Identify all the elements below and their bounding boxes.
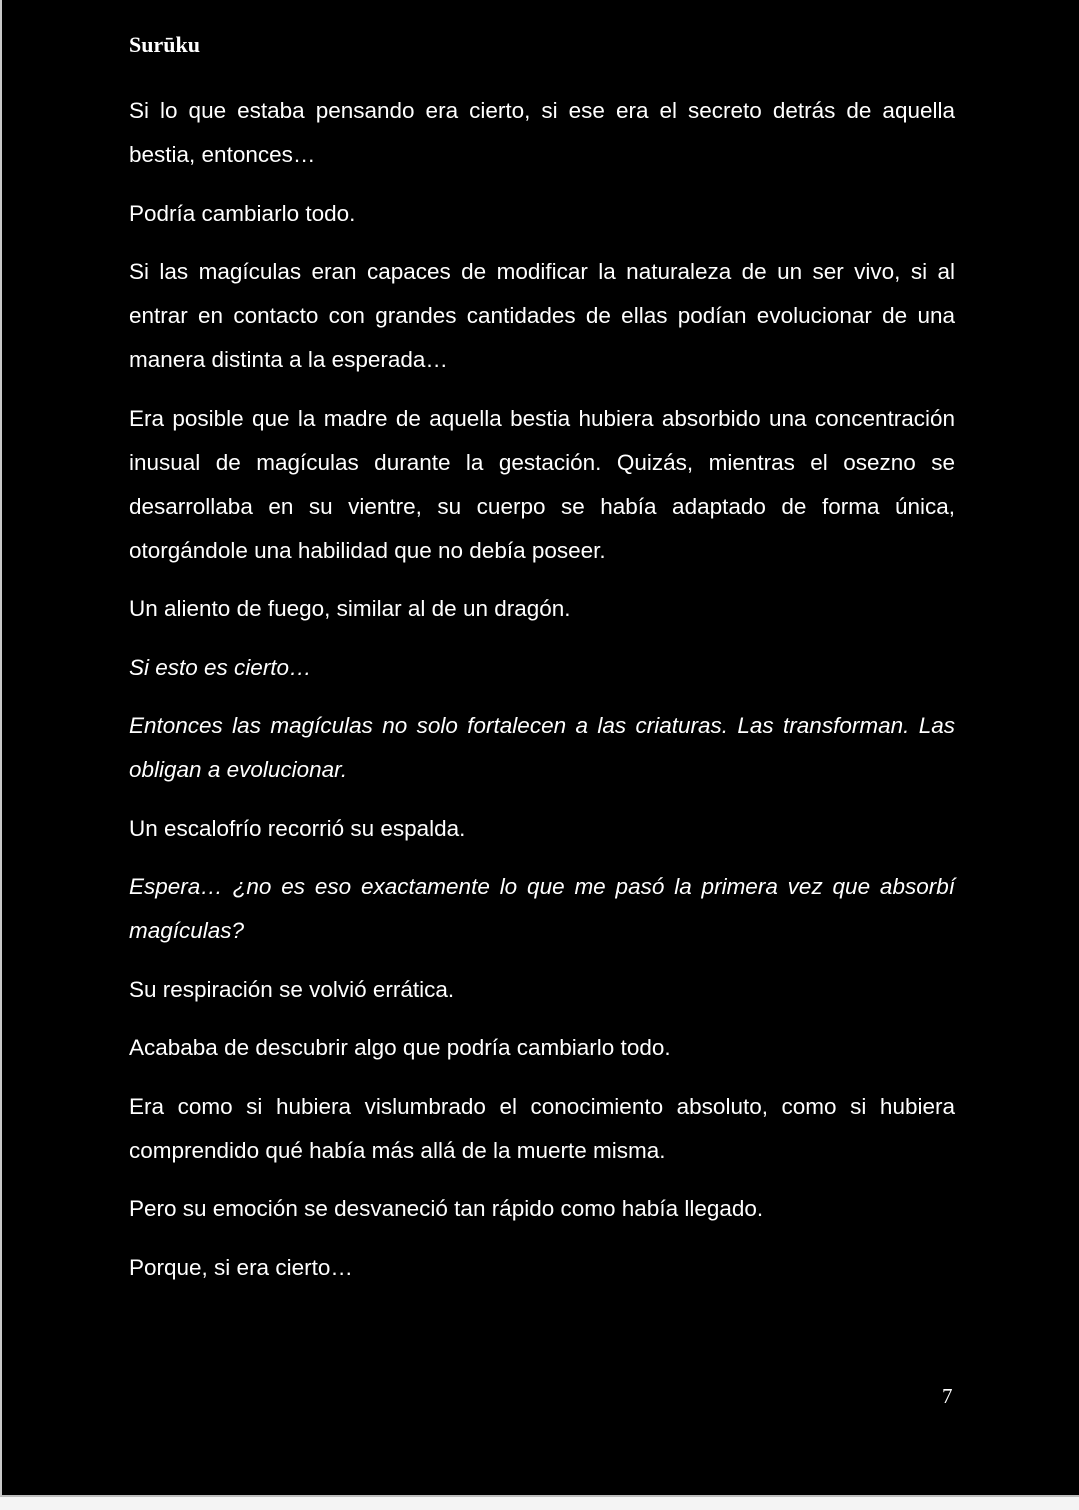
paragraph: Un escalofrío recorrió su espalda. (129, 815, 466, 841)
body-text (129, 89, 955, 1304)
paragraph: Porque, si era cierto… (129, 1254, 353, 1280)
paragraph: Su respiración se volvió errática. (129, 976, 455, 1002)
paragraph-italic-thought: Si esto es cierto… (129, 654, 312, 680)
paragraph: Si lo que estaba pensando era cierto, si ese era el secreto detrás de aquella bestia, entonces… (129, 98, 955, 167)
paragraph-italic-thought: Entonces las magículas no solo fortalecen a las criaturas. Las transforman. Las obligan a evolucionar. (129, 713, 955, 782)
paragraph: Pero su emoción se desvaneció tan rápido como había llegado. (129, 1196, 764, 1221)
running-header: Surūku (129, 32, 200, 57)
paragraph: Era como si hubiera vislumbrado el conocimiento absoluto, como si hubiera comprendido qué había más allá de la muerte misma. (129, 1093, 955, 1163)
paragraph: Podría cambiarlo todo. (129, 200, 356, 226)
paragraph: Era posible que la madre de aquella bestia hubiera absorbido una concentración inusual de magículas durante la gestación. Quizás, mientras el osezno se desarrollaba en su vientre, su cuerpo se había adaptado de forma única, otorgándole una habilidad que no debía poseer. (129, 405, 955, 563)
paragraph: Si las magículas eran capaces de modificar la naturaleza de un ser vivo, si al entrar en contacto con grandes cantidades de ellas podían evolucionar de una manera distinta a la esperada… (129, 259, 955, 372)
page-number: 7 (942, 1384, 953, 1408)
paragraph: Acababa de descubrir algo que podría cambiarlo todo. (129, 1035, 671, 1060)
paragraph-italic-thought: Espera… ¿no es eso exactamente lo que me pasó la primera vez que absorbí magículas? (129, 874, 955, 943)
paragraph: Un aliento de fuego, similar al de un dragón. (129, 596, 571, 621)
